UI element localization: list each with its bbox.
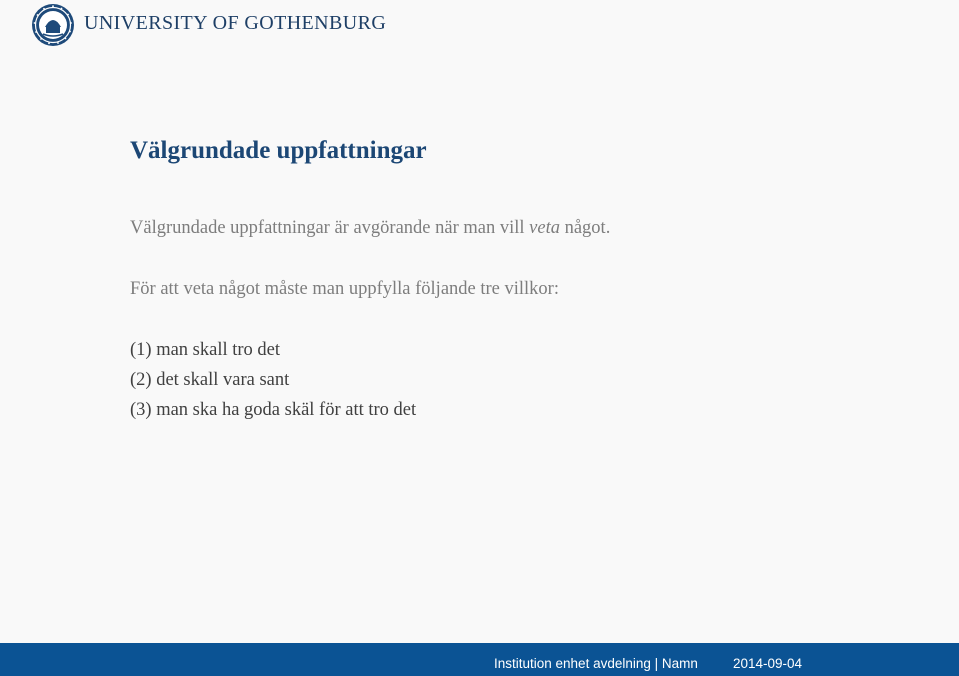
intro-text-after: något.: [559, 218, 611, 238]
condition-item: (3) man ska ha goda skäl för att tro det: [130, 400, 417, 420]
condition-item: (1) man skall tro det: [130, 340, 281, 360]
intro-text-before: Välgrundade uppfattningar är avgörande när man vill: [130, 218, 530, 238]
condition-item: (2) det skall vara sant: [130, 370, 290, 390]
requirement-paragraph: För att veta något måste man uppfylla följande tre villkor:: [130, 279, 559, 299]
intro-paragraph: [130, 218, 610, 239]
footer-bar: [0, 643, 959, 676]
slide-title: Välgrundade uppfattningar: [130, 137, 427, 164]
intro-emphasis: veta: [529, 218, 560, 238]
university-name: UNIVERSITY OF GOTHENBURG: [84, 12, 387, 34]
footer-institution: Institution enhet avdelning | Namn: [494, 656, 698, 671]
footer-date: 2014-09-04: [733, 656, 803, 671]
header: [0, 0, 959, 50]
conditions-list: [130, 339, 416, 429]
university-seal-icon: [31, 3, 75, 47]
